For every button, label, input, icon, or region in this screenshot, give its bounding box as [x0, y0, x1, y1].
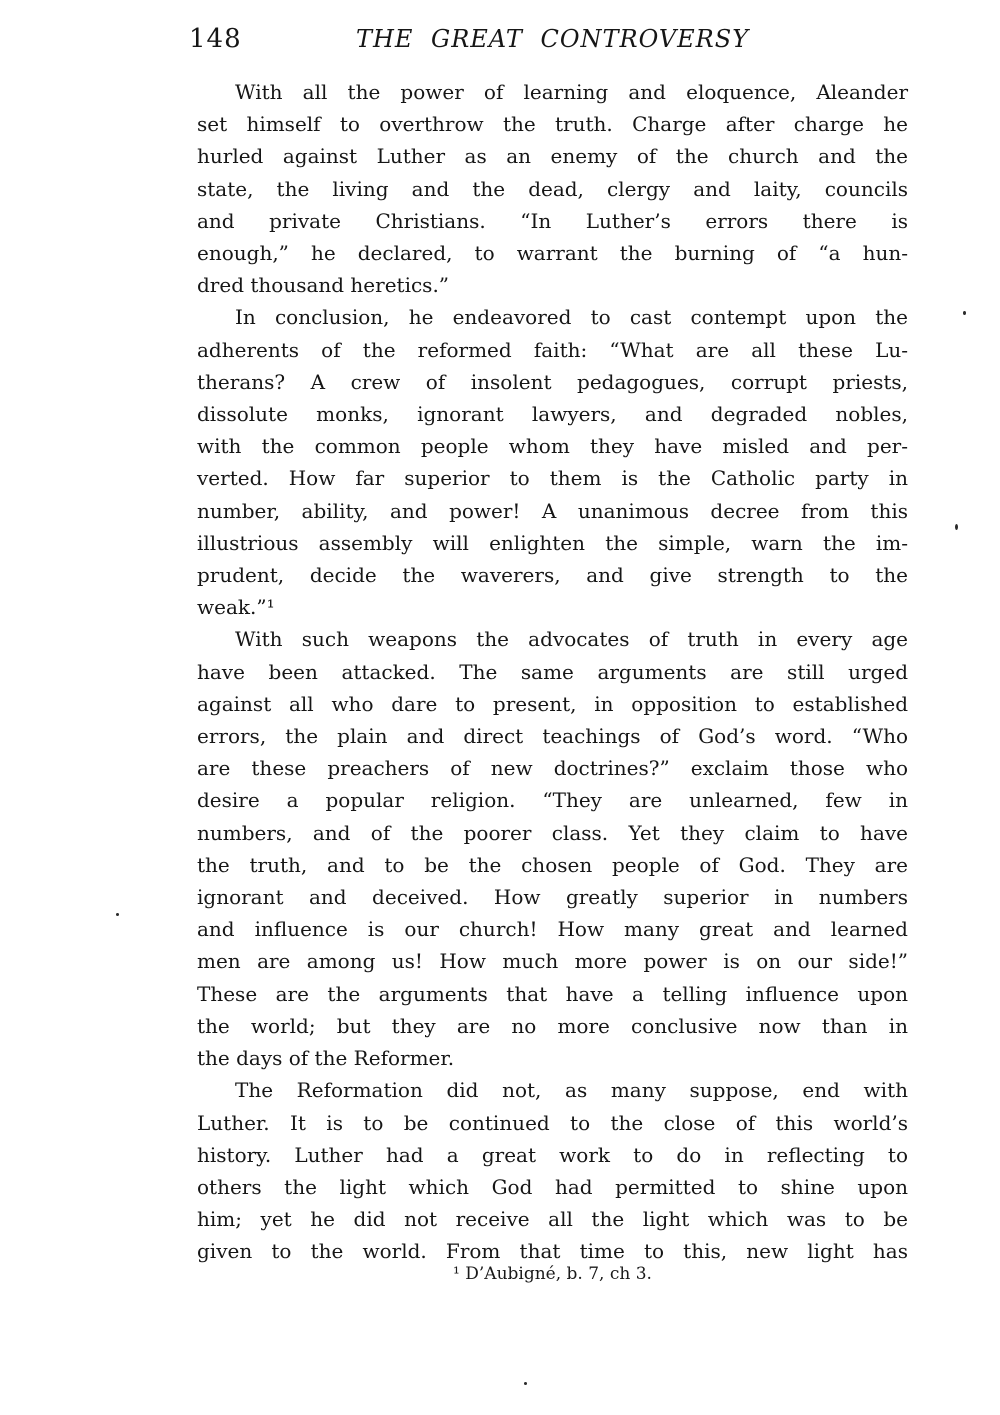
text-line: Luther. It is to be continued to the close of this world’s [197, 1110, 908, 1135]
text-line: adherents of the reformed faith: “What are all these Lu- [197, 337, 908, 362]
scan-artifact [524, 1382, 527, 1385]
text-line: with the common people whom they have misled and per- [197, 434, 908, 459]
text-line: given to the world. From that time to this, new light has [197, 1239, 908, 1264]
paragraph-2 [197, 301, 908, 623]
text-line: weak.”¹ [197, 595, 275, 620]
paragraph-4 [197, 1074, 908, 1267]
text-line: set himself to overthrow the truth. Charge after charge he [197, 112, 908, 137]
text-line: ignorant and deceived. How greatly superior in numbers [197, 885, 908, 910]
scan-artifact [116, 913, 119, 916]
text-line: state, the living and the dead, clergy and laity, councils [197, 176, 908, 201]
paragraph-1 [197, 76, 908, 301]
text-line: hurled against Luther as an enemy of the church and the [197, 144, 908, 169]
text-line: and influence is our church! How many great and learned [197, 917, 908, 942]
text-line: These are the arguments that have a telling influence upon [197, 981, 908, 1006]
text-line: prudent, decide the waverers, and give strength to the [197, 563, 908, 588]
text-line: verted. How far superior to them is the Catholic party in [197, 466, 908, 491]
text-line: With all the power of learning and eloquence, Aleander [235, 80, 908, 104]
text-line: number, ability, and power! A unanimous decree from this [197, 498, 908, 523]
text-line: history. Luther had a great work to do in reflecting to [197, 1142, 908, 1167]
text-line: In conclusion, he endeavored to cast contempt upon the [235, 305, 908, 330]
text-line: desire a popular religion. “They are unlearned, few in [197, 788, 908, 813]
text-line: against all who dare to present, in opposition to established [197, 691, 908, 716]
text-line: illustrious assembly will enlighten the simple, warn the im- [197, 530, 908, 555]
text-line: are these preachers of new doctrines?” exclaim those who [197, 756, 908, 781]
text-line: numbers, and of the poorer class. Yet they claim to have [197, 820, 908, 845]
page-header [189, 24, 908, 56]
text-line: and private Christians. “In Luther’s errors there is [197, 208, 908, 233]
running-title: THE GREAT CONTROVERSY [355, 25, 750, 53]
page-number: 148 [189, 24, 242, 54]
page-text [197, 76, 908, 1268]
paragraph-3 [197, 623, 908, 1074]
text-line: the world; but they are no more conclusive now than in [197, 1013, 908, 1038]
text-line: men are among us! How much more power is on our side!” [197, 949, 908, 974]
scan-artifact [963, 311, 966, 315]
text-line: dred thousand heretics.” [197, 273, 450, 298]
text-line: The Reformation did not, as many suppose, end with [235, 1078, 908, 1103]
text-line: With such weapons the advocates of truth in every age [235, 627, 908, 652]
text-line: him; yet he did not receive all the light which was to be [197, 1207, 908, 1232]
text-line: therans? A crew of insolent pedagogues, corrupt priests, [197, 369, 908, 394]
text-line: the days of the Reformer. [197, 1046, 455, 1071]
footnote: ¹ D’Aubigné, b. 7, ch 3. [453, 1264, 652, 1284]
text-line: dissolute monks, ignorant lawyers, and degraded nobles, [197, 402, 908, 427]
text-line: others the light which God had permitted to shine upon [197, 1174, 908, 1199]
text-line: have been attacked. The same arguments are still urged [197, 659, 908, 684]
text-line: enough,” he declared, to warrant the burning of “a hun- [197, 241, 908, 266]
text-line: the truth, and to be the chosen people of God. They are [197, 852, 908, 877]
scan-artifact [955, 524, 958, 530]
text-line: errors, the plain and direct teachings of God’s word. “Who [197, 724, 908, 749]
